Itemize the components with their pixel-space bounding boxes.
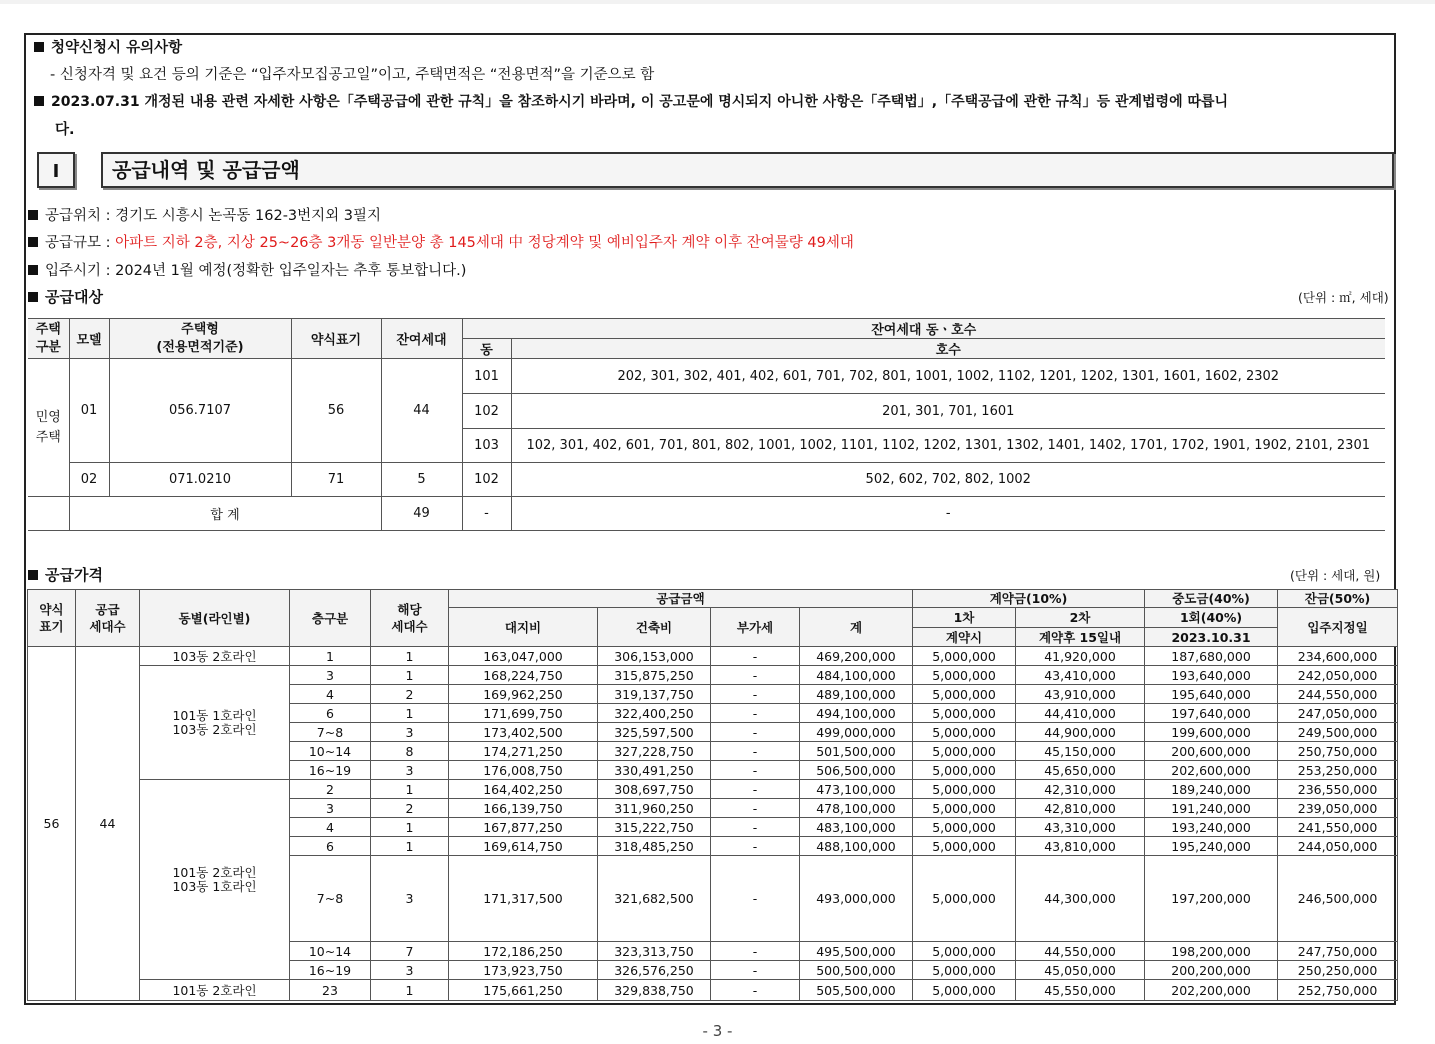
supply-move-in-text: 입주시기 : 2024년 1월 예정(정확한 입주일자는 추후 통보합니다.): [45, 263, 467, 279]
middle-cell: 195,640,000: [1145, 685, 1278, 704]
balance-cell: 246,500,000: [1278, 856, 1398, 942]
th-short-1: 약식: [39, 602, 64, 617]
floor-cell: 23: [290, 980, 371, 1001]
total-cell: 488,100,000: [800, 837, 913, 856]
first-cell: 5,000,000: [913, 742, 1016, 761]
balance-cell: 242,050,000: [1278, 666, 1398, 685]
th-building: 건축비: [598, 608, 711, 647]
total-dong: -: [462, 497, 511, 531]
top-rule: [0, 0, 1435, 4]
th-remaining-units: 잔여세대 동ㆍ호수: [462, 319, 1385, 339]
first-cell: 5,000,000: [913, 704, 1016, 723]
balance-cell: 236,550,000: [1278, 780, 1398, 799]
model-cell: 02: [69, 463, 109, 497]
th-supply-amount: 공급금액: [449, 590, 913, 608]
category-cell: [28, 359, 69, 497]
second-cell: 45,150,000: [1016, 742, 1145, 761]
th-supply-count: [76, 590, 140, 647]
first-cell: 5,000,000: [913, 837, 1016, 856]
floor-cell: 7~8: [290, 723, 371, 742]
vat-cell: -: [711, 704, 800, 723]
th-house-type-1: 주택형: [181, 321, 219, 337]
th-remaining: 잔여세대: [381, 319, 462, 359]
th-balance-sub: 입주지정일: [1278, 608, 1398, 647]
floor-cell: 10~14: [290, 742, 371, 761]
supply-count-cell: 44: [76, 647, 140, 1001]
floor-cell: 16~19: [290, 961, 371, 980]
vat-cell: -: [711, 961, 800, 980]
square-bullet-icon: [28, 210, 38, 220]
total-cell: 501,500,000: [800, 742, 913, 761]
dong-cell: 102: [462, 394, 511, 429]
ho-cell: 201, 301, 701, 1601: [511, 394, 1385, 429]
square-bullet-icon: [34, 96, 44, 106]
middle-cell: 200,600,000: [1145, 742, 1278, 761]
balance-cell: 252,750,000: [1278, 980, 1398, 1001]
building-cell: 327,228,750: [598, 742, 711, 761]
land-cell: 167,877,250: [449, 818, 598, 837]
second-cell: 43,910,000: [1016, 685, 1145, 704]
ho-cell: 502, 602, 702, 802, 1002: [511, 463, 1385, 497]
th-second-sub: 계약후 15일내: [1016, 628, 1145, 647]
middle-cell: 193,240,000: [1145, 818, 1278, 837]
total-cell: 495,500,000: [800, 942, 913, 961]
building-cell: 326,576,250: [598, 961, 711, 980]
middle-cell: 193,640,000: [1145, 666, 1278, 685]
total-ho: -: [511, 497, 1385, 531]
th-middle: 중도금(40%): [1145, 590, 1278, 608]
building-cell: 321,682,500: [598, 856, 711, 942]
vat-cell: -: [711, 723, 800, 742]
building-cell: 308,697,750: [598, 780, 711, 799]
units-cell: 3: [371, 723, 449, 742]
units-cell: 3: [371, 961, 449, 980]
second-cell: 44,410,000: [1016, 704, 1145, 723]
floor-cell: 3: [290, 666, 371, 685]
vat-cell: -: [711, 837, 800, 856]
land-cell: 175,661,250: [449, 980, 598, 1001]
total-cell: 506,500,000: [800, 761, 913, 780]
th-short: 약식표기: [291, 319, 381, 359]
th-vat: 부가세: [711, 608, 800, 647]
land-cell: 169,614,750: [449, 837, 598, 856]
vat-cell: -: [711, 742, 800, 761]
th-deposit: 계약금(10%): [913, 590, 1145, 608]
category-1: 민영: [35, 409, 61, 425]
vat-cell: -: [711, 856, 800, 942]
square-bullet-icon: [28, 292, 38, 302]
th-line: 동별(라인별): [140, 590, 290, 647]
units-cell: 1: [371, 780, 449, 799]
total-cell: 484,100,000: [800, 666, 913, 685]
balance-cell: 250,750,000: [1278, 742, 1398, 761]
middle-cell: 191,240,000: [1145, 799, 1278, 818]
land-cell: 166,139,750: [449, 799, 598, 818]
total-cell: 493,000,000: [800, 856, 913, 942]
table-row: [28, 463, 1385, 497]
building-cell: 322,400,250: [598, 704, 711, 723]
floor-cell: 4: [290, 685, 371, 704]
first-cell: 5,000,000: [913, 961, 1016, 980]
second-cell: 45,650,000: [1016, 761, 1145, 780]
middle-cell: 189,240,000: [1145, 780, 1278, 799]
line-cell: [140, 666, 290, 780]
first-cell: 5,000,000: [913, 723, 1016, 742]
table-row: [28, 780, 1398, 799]
land-cell: 174,271,250: [449, 742, 598, 761]
supply-scale: [28, 231, 854, 252]
notice-line-1: - 신청자격 및 요건 등의 기준은 “입주자모집공고일”이고, 주택면적은 “전용면적”을 기준으로 함: [50, 67, 655, 83]
supply-location: [28, 204, 381, 225]
th-supply-count-2: 세대수: [89, 619, 126, 634]
th-short-2: 표기: [39, 619, 64, 634]
building-cell: 329,838,750: [598, 980, 711, 1001]
vat-cell: -: [711, 942, 800, 961]
notice-line-2-text: 2023.07.31 개정된 내용 관련 자세한 사항은「주택공급에 관한 규칙」을 참조하시기 바라며, 이 공고문에 명시되지 아니한 사항은「주택법」,「주택공급에 관한 규칙」등 관계법령에 따릅니: [51, 94, 1229, 110]
units-cell: 1: [371, 666, 449, 685]
building-cell: 318,485,250: [598, 837, 711, 856]
total-blank: [28, 497, 69, 531]
units-cell: 7: [371, 942, 449, 961]
price-heading-text: 공급가격: [45, 566, 103, 584]
second-cell: 45,550,000: [1016, 980, 1145, 1001]
second-cell: 44,300,000: [1016, 856, 1145, 942]
price-unit: (단위 : 세대, 원): [1290, 568, 1381, 583]
th-total: 계: [800, 608, 913, 647]
type-cell: 056.7107: [109, 359, 291, 463]
line-cell: [140, 780, 290, 980]
total-row: [28, 497, 1385, 531]
type-cell: 071.0210: [109, 463, 291, 497]
middle-cell: 187,680,000: [1145, 647, 1278, 666]
th-house-type-2: (전용면적기준): [156, 339, 244, 355]
floor-cell: 7~8: [290, 856, 371, 942]
total-cell: 489,100,000: [800, 685, 913, 704]
th-first: 1차: [913, 608, 1016, 628]
floor-cell: 3: [290, 799, 371, 818]
units-cell: 2: [371, 799, 449, 818]
th-supply-count-1: 공급: [95, 602, 120, 617]
section-title: 공급내역 및 공급금액: [101, 152, 1394, 188]
short-cell: 56: [291, 359, 381, 463]
units-cell: 1: [371, 980, 449, 1001]
table-row: [28, 666, 1398, 685]
middle-cell: 199,600,000: [1145, 723, 1278, 742]
th-first-sub: 계약시: [913, 628, 1016, 647]
land-cell: 173,402,500: [449, 723, 598, 742]
square-bullet-icon: [28, 237, 38, 247]
supply-location-text: 공급위치 : 경기도 시흥시 논곡동 162-3번지외 3필지: [45, 208, 382, 224]
middle-cell: 197,640,000: [1145, 704, 1278, 723]
units-cell: 1: [371, 704, 449, 723]
middle-cell: 200,200,000: [1145, 961, 1278, 980]
units-cell: 3: [371, 856, 449, 942]
table-row: [28, 359, 1385, 394]
line-cell: 101동 2호라인: [140, 980, 290, 1001]
vat-cell: -: [711, 761, 800, 780]
balance-cell: 239,050,000: [1278, 799, 1398, 818]
total-cell: 505,500,000: [800, 980, 913, 1001]
line-name: 103동 2호라인: [172, 721, 257, 737]
notice-heading-text: 청약신청시 유의사항: [51, 40, 183, 56]
second-cell: 45,050,000: [1016, 961, 1145, 980]
first-cell: 5,000,000: [913, 685, 1016, 704]
vat-cell: -: [711, 818, 800, 837]
middle-cell: 198,200,000: [1145, 942, 1278, 961]
balance-cell: 244,050,000: [1278, 837, 1398, 856]
land-cell: 164,402,250: [449, 780, 598, 799]
th-units: [371, 590, 449, 647]
line-name: 101동 2호라인: [172, 864, 257, 880]
floor-cell: 4: [290, 818, 371, 837]
target-table: [28, 318, 1385, 531]
second-cell: 44,550,000: [1016, 942, 1145, 961]
th-middle-sub: 1회(40%): [1145, 608, 1278, 628]
first-cell: 5,000,000: [913, 761, 1016, 780]
total-count: 49: [381, 497, 462, 531]
floor-cell: 10~14: [290, 942, 371, 961]
balance-cell: 247,750,000: [1278, 942, 1398, 961]
first-cell: 5,000,000: [913, 780, 1016, 799]
first-cell: 5,000,000: [913, 647, 1016, 666]
count-cell: 44: [381, 359, 462, 463]
square-bullet-icon: [28, 570, 38, 580]
vat-cell: -: [711, 685, 800, 704]
floor-cell: 6: [290, 837, 371, 856]
second-cell: 42,810,000: [1016, 799, 1145, 818]
balance-cell: 253,250,000: [1278, 761, 1398, 780]
total-cell: 499,000,000: [800, 723, 913, 742]
land-cell: 172,186,250: [449, 942, 598, 961]
first-cell: 5,000,000: [913, 942, 1016, 961]
land-cell: 171,317,500: [449, 856, 598, 942]
floor-cell: 16~19: [290, 761, 371, 780]
supply-move-in: [28, 259, 466, 280]
dong-cell: 103: [462, 429, 511, 463]
supply-scale-value: 아파트 지하 2층, 지상 25~26층 3개동 일반분양 총 145세대 中 정당계약 및 예비입주자 계약 이후 잔여물량 49세대: [115, 235, 854, 251]
building-cell: 315,875,250: [598, 666, 711, 685]
category-2: 주택: [35, 429, 61, 445]
first-cell: 5,000,000: [913, 818, 1016, 837]
building-cell: 330,491,250: [598, 761, 711, 780]
units-cell: 1: [371, 837, 449, 856]
notice-line-2-cont: 다.: [55, 122, 75, 138]
balance-cell: 247,050,000: [1278, 704, 1398, 723]
vat-cell: -: [711, 980, 800, 1001]
short-cell: 56: [28, 647, 76, 1001]
vat-cell: -: [711, 647, 800, 666]
line-name: 101동 1호라인: [172, 707, 257, 723]
balance-cell: 250,250,000: [1278, 961, 1398, 980]
vat-cell: -: [711, 666, 800, 685]
th-dong: 동: [462, 339, 511, 359]
second-cell: 44,900,000: [1016, 723, 1145, 742]
second-cell: 42,310,000: [1016, 780, 1145, 799]
vat-cell: -: [711, 780, 800, 799]
th-floor: 층구분: [290, 590, 371, 647]
land-cell: 173,923,750: [449, 961, 598, 980]
table-row: [28, 980, 1398, 1001]
dong-cell: 102: [462, 463, 511, 497]
total-cell: 494,100,000: [800, 704, 913, 723]
balance-cell: 244,550,000: [1278, 685, 1398, 704]
page-number: - 3 -: [702, 1022, 733, 1040]
units-cell: 1: [371, 818, 449, 837]
first-cell: 5,000,000: [913, 856, 1016, 942]
second-cell: 43,310,000: [1016, 818, 1145, 837]
square-bullet-icon: [28, 265, 38, 275]
model-cell: 01: [69, 359, 109, 463]
floor-cell: 2: [290, 780, 371, 799]
th-units-2: 세대수: [391, 619, 428, 634]
floor-cell: 6: [290, 704, 371, 723]
section-number: I: [37, 152, 75, 188]
price-table: [27, 589, 1398, 1001]
vat-cell: -: [711, 799, 800, 818]
count-cell: 5: [381, 463, 462, 497]
th-model: 모델: [69, 319, 109, 359]
middle-cell: 197,200,000: [1145, 856, 1278, 942]
target-unit: (단위 : ㎡, 세대): [1298, 290, 1389, 305]
th-balance: 잔금(50%): [1278, 590, 1398, 608]
table-row: [28, 647, 1398, 666]
supply-scale-label: 공급규모 :: [45, 235, 116, 251]
building-cell: 325,597,500: [598, 723, 711, 742]
th-ho: 호수: [511, 339, 1385, 359]
balance-cell: 249,500,000: [1278, 723, 1398, 742]
middle-cell: 195,240,000: [1145, 837, 1278, 856]
ho-cell: 102, 301, 402, 601, 701, 801, 802, 1001, 1002, 1101, 1102, 1202, 1301, 1302, 1401, 1402, 1701, 1702, 1901, 1902, 2101, 2301: [511, 429, 1385, 463]
th-short: [28, 590, 76, 647]
land-cell: 171,699,750: [449, 704, 598, 723]
land-cell: 176,008,750: [449, 761, 598, 780]
middle-cell: 202,200,000: [1145, 980, 1278, 1001]
square-bullet-icon: [34, 42, 44, 52]
total-cell: 473,100,000: [800, 780, 913, 799]
th-house-type: [109, 319, 291, 359]
land-cell: 169,962,250: [449, 685, 598, 704]
ho-cell: 202, 301, 302, 401, 402, 601, 701, 702, 801, 1001, 1002, 1102, 1201, 1202, 1301, 1601, 1602, 2302: [511, 359, 1385, 394]
units-cell: 8: [371, 742, 449, 761]
th-middle-date: 2023.10.31: [1145, 628, 1278, 647]
building-cell: 315,222,750: [598, 818, 711, 837]
th-units-1: 해당: [397, 602, 422, 617]
total-cell: 469,200,000: [800, 647, 913, 666]
total-cell: 483,100,000: [800, 818, 913, 837]
middle-cell: 202,600,000: [1145, 761, 1278, 780]
first-cell: 5,000,000: [913, 666, 1016, 685]
line-cell: 103동 2호라인: [140, 647, 290, 666]
second-cell: 43,810,000: [1016, 837, 1145, 856]
units-cell: 2: [371, 685, 449, 704]
notice-heading: [34, 36, 182, 57]
th-housing-type-1: 주택: [35, 321, 61, 337]
building-cell: 319,137,750: [598, 685, 711, 704]
total-label: 합 계: [69, 497, 381, 531]
balance-cell: 234,600,000: [1278, 647, 1398, 666]
balance-cell: 241,550,000: [1278, 818, 1398, 837]
target-heading: [28, 286, 103, 307]
price-body: [28, 647, 1398, 1001]
first-cell: 5,000,000: [913, 980, 1016, 1001]
th-housing-type-2: 구분: [35, 339, 61, 355]
units-cell: 1: [371, 647, 449, 666]
th-housing-type: [28, 319, 69, 359]
th-land: 대지비: [449, 608, 598, 647]
target-heading-text: 공급대상: [45, 288, 103, 306]
building-cell: 311,960,250: [598, 799, 711, 818]
notice-line-2: [34, 91, 1228, 111]
first-cell: 5,000,000: [913, 799, 1016, 818]
total-cell: 500,500,000: [800, 961, 913, 980]
building-cell: 306,153,000: [598, 647, 711, 666]
floor-cell: 1: [290, 647, 371, 666]
th-second: 2차: [1016, 608, 1145, 628]
dong-cell: 101: [462, 359, 511, 394]
price-heading: [28, 564, 103, 585]
land-cell: 163,047,000: [449, 647, 598, 666]
second-cell: 41,920,000: [1016, 647, 1145, 666]
units-cell: 3: [371, 761, 449, 780]
building-cell: 323,313,750: [598, 942, 711, 961]
line-name: 103동 1호라인: [172, 878, 257, 894]
second-cell: 43,410,000: [1016, 666, 1145, 685]
land-cell: 168,224,750: [449, 666, 598, 685]
short-cell: 71: [291, 463, 381, 497]
total-cell: 478,100,000: [800, 799, 913, 818]
